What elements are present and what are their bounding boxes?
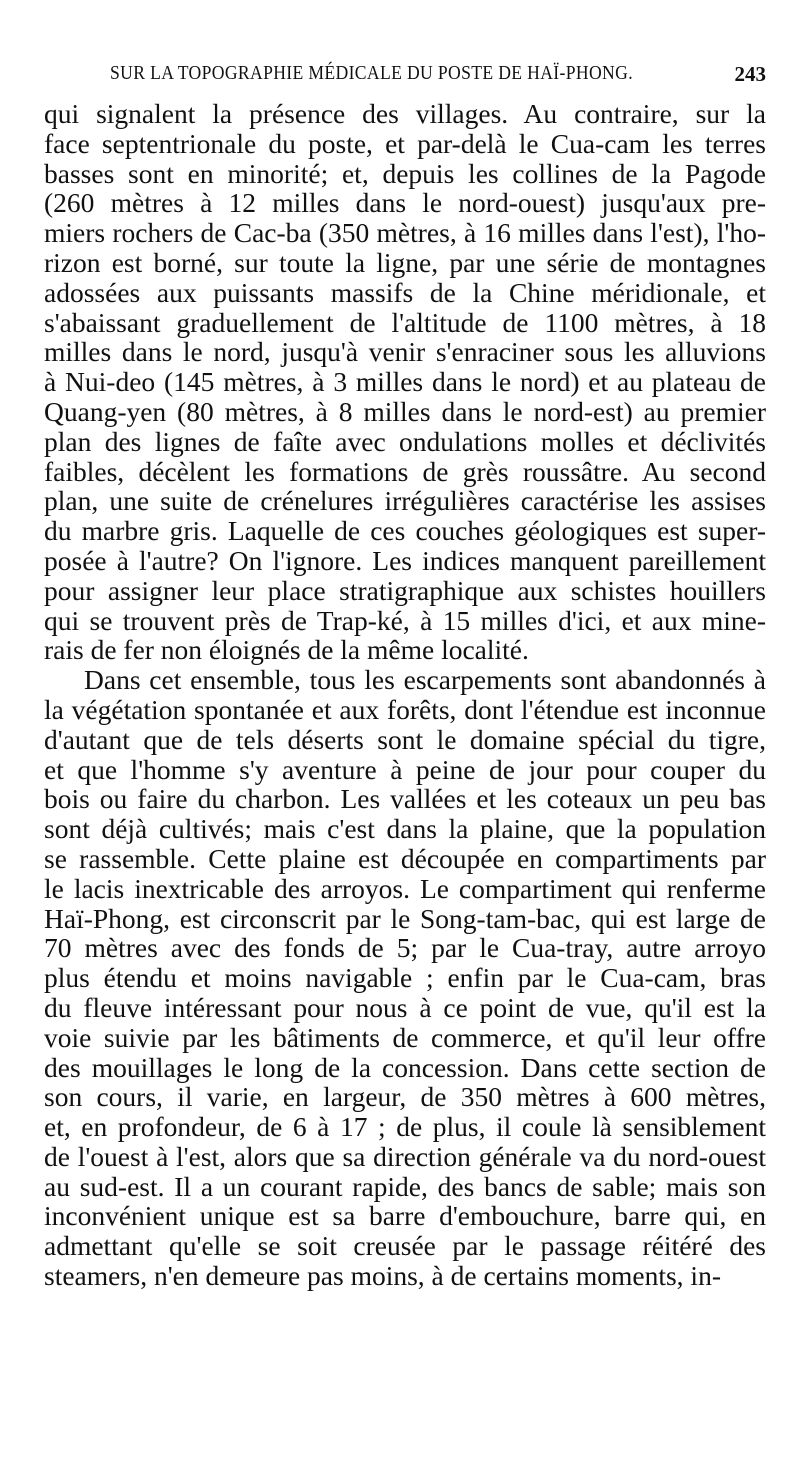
text-line: plus étendu et moins navigable ; enfin par le Cua-cam, bras bbox=[44, 962, 766, 994]
text-line: (260 mètres à 12 milles dans le nord-ouest) jusqu'aux pre- bbox=[44, 187, 766, 219]
text-line: du fleuve intéressant pour nous à ce point de vue, qu'il est la bbox=[44, 991, 766, 1023]
text-line: Quang-yen (80 mètres, à 8 milles dans le nord-est) au premier bbox=[44, 395, 766, 427]
text-line: le lacis inextricable des arroyos. Le compartiment qui renferme bbox=[44, 872, 766, 904]
text-line: au sud-est. Il a un courant rapide, des bancs de sable; mais son bbox=[44, 1170, 766, 1202]
text-line: et que l'homme s'y aventure à peine de jour pour couper du bbox=[44, 753, 766, 785]
text-line: la végétation spontanée et aux forêts, dont l'étendue est inconnue bbox=[44, 693, 766, 725]
text-line: pour assigner leur place stratigraphique aux schistes houillers bbox=[44, 574, 766, 606]
text-line: milles dans le nord, jusqu'à venir s'enraciner sous les alluvions bbox=[44, 336, 766, 368]
running-title: SUR LA TOPOGRAPHIE MÉDICALE DU POSTE DE HAÏ-PHONG. bbox=[110, 62, 633, 84]
text-line: rizon est borné, sur toute la ligne, par une série de montagnes bbox=[44, 246, 766, 278]
text-line: face septentrionale du poste, et par-delà le Cua-cam les terres bbox=[44, 127, 766, 159]
text-line: se rassemble. Cette plaine est découpée en compartiments par bbox=[44, 842, 766, 874]
text-line: voie suivie par les bâtiments de commerce, et qu'il leur offre bbox=[44, 1021, 766, 1053]
text-line: qui signalent la présence des villages. Au contraire, sur la bbox=[44, 98, 766, 129]
text-line: miers rochers de Cac-ba (350 mètres, à 16 milles dans l'est), l'ho- bbox=[44, 217, 766, 249]
text-line: son cours, il varie, en largeur, de 350 mètres à 600 mètres, bbox=[44, 1081, 766, 1113]
text-line: s'abaissant graduellement de l'altitude de 1100 mètres, à 18 bbox=[44, 306, 766, 338]
page-number: 243 bbox=[734, 62, 766, 86]
text-line: adossées aux puissants massifs de la Chine méridionale, et bbox=[44, 276, 766, 308]
running-head bbox=[44, 62, 766, 92]
text-line: qui se trouvent près de Trap-ké, à 15 milles d'ici, et aux mine- bbox=[44, 604, 766, 636]
paragraph bbox=[44, 99, 766, 665]
paragraph bbox=[44, 665, 766, 1291]
text-line: sont déjà cultivés; mais c'est dans la plaine, que la population bbox=[44, 813, 766, 845]
text-line: bois ou faire du charbon. Les vallées et les coteaux un peu bas bbox=[44, 783, 766, 815]
text-line: basses sont en minorité; et, depuis les collines de la Pagode bbox=[44, 157, 766, 189]
text-line: d'autant que de tels déserts sont le domaine spécial du tigre, bbox=[44, 723, 766, 755]
text-line: posée à l'autre? On l'ignore. Les indices manquent pareillement bbox=[44, 544, 766, 576]
text-line: rais de fer non éloignés de la même localité. bbox=[44, 634, 529, 666]
text-line: inconvénient unique est sa barre d'embouchure, barre qui, en bbox=[44, 1200, 766, 1232]
text-line: du marbre gris. Laquelle de ces couches géologiques est super- bbox=[44, 515, 766, 547]
body-text bbox=[44, 99, 766, 1291]
text-line: admettant qu'elle se soit creusée par le passage réitéré des bbox=[44, 1230, 766, 1262]
text-line: et, en profondeur, de 6 à 17 ; de plus, il coule là sensiblement bbox=[44, 1111, 766, 1143]
text-line: à Nui-deo (145 mètres, à 3 milles dans le nord) et au plateau de bbox=[44, 366, 766, 398]
text-line: faibles, décèlent les formations de grès roussâtre. Au second bbox=[44, 455, 766, 487]
text-line: Dans cet ensemble, tous les escarpements sont abandonnés à bbox=[84, 664, 766, 696]
text-line: 70 mètres avec des fonds de 5; par le Cua-tray, autre arroyo bbox=[44, 932, 766, 964]
text-line: steamers, n'en demeure pas moins, à de certains moments, in- bbox=[44, 1260, 721, 1292]
text-line: plan des lignes de faîte avec ondulations molles et déclivités bbox=[44, 425, 766, 457]
text-line: des mouillages le long de la concession. Dans cette section de bbox=[44, 1051, 766, 1083]
text-line: Haï-Phong, est circonscrit par le Song-tam-bac, qui est large de bbox=[44, 902, 766, 934]
text-line: de l'ouest à l'est, alors que sa direction générale va du nord-ouest bbox=[44, 1140, 766, 1172]
text-line: plan, une suite de crénelures irrégulières caractérise les assises bbox=[44, 485, 766, 517]
